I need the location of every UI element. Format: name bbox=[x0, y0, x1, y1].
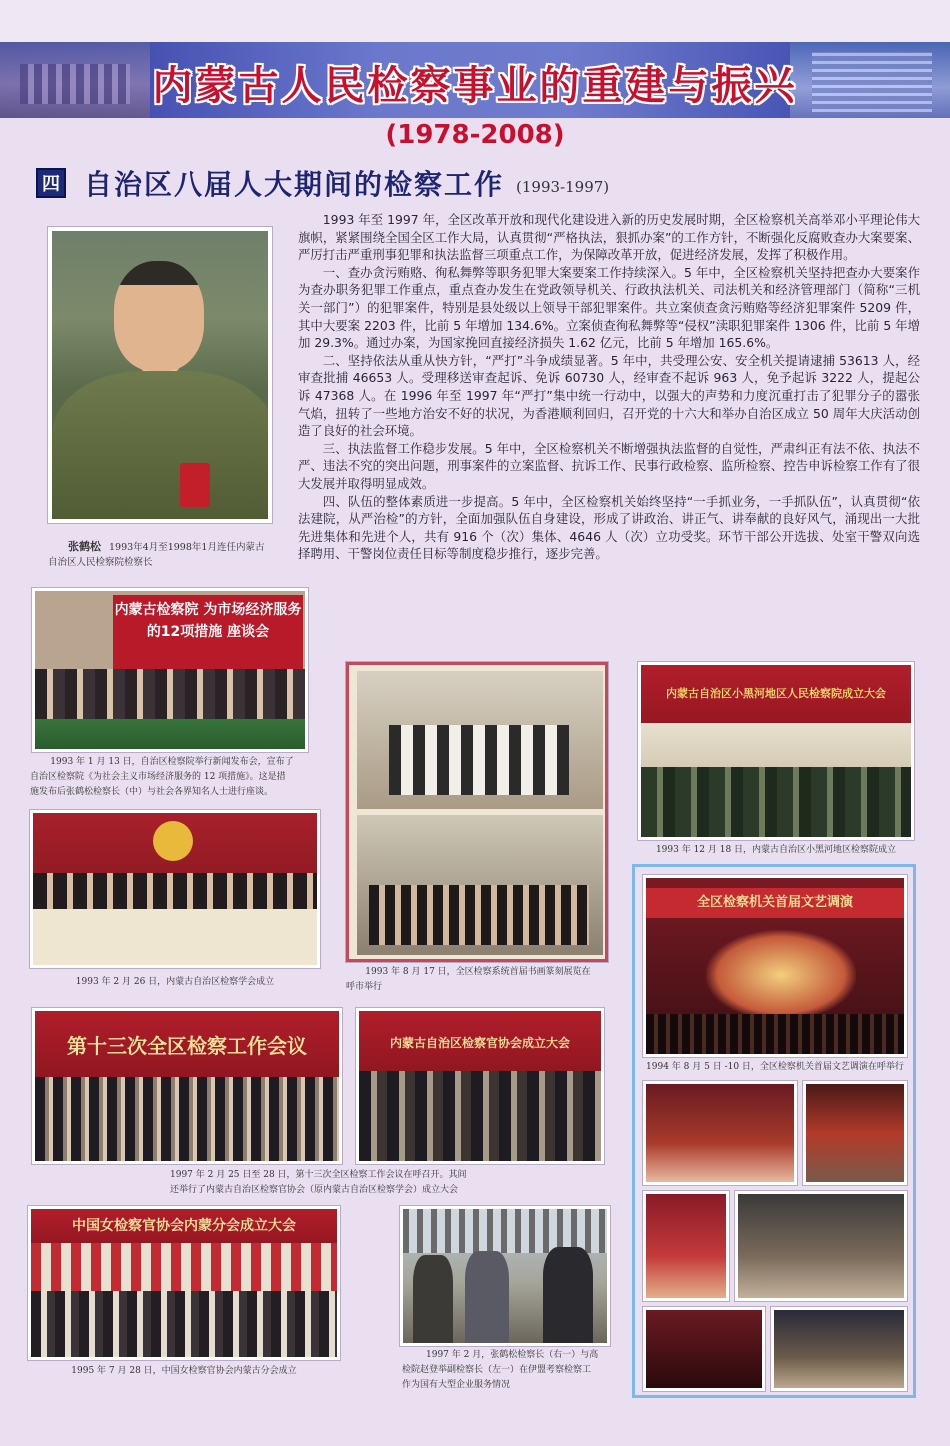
photo-caption: 1993 年 8 月 17 日，全区检察系统首届书画篆刻展览在 呼市举行 bbox=[346, 967, 591, 992]
photo-caption: 1997 年 2 月，张鹤松检察长（右一）与高 检院赵登举副检察长（左一）在伊盟考察检察工 作为国有大型企业服务情况 bbox=[402, 1350, 599, 1390]
portrait-photo bbox=[48, 227, 272, 523]
section-number: 四 bbox=[36, 168, 66, 198]
paragraph: 1993 年至 1997 年，全区改革开放和现代化建设进入新的历史发展时期，全区检察机关高举邓小平理论伟大旗帜，紧紧围绕全国全区工作大局，认真贯彻“严格执法，狠抓办案”的工作方针，不断强化反腐败查办大案要案、严厉打击严重刑事犯罪和执法监督三项重点工作，为保障改革开放，促进经济发展，发挥了积极作用。 bbox=[298, 212, 920, 263]
photo-caption: 1993 年 1 月 13 日，自治区检察院举行新闻发布会，宣布了 自治区检察院《为社会主义市场经济服务的 12 项措施》。这是措 施发布后张鹤松检察长（中）与社会各界知名人士进行座谈。 bbox=[30, 757, 294, 797]
photo-caption: 1993 年 12 月 18 日，内蒙古自治区小黑河地区检察院成立 bbox=[655, 845, 897, 855]
body-text bbox=[298, 211, 920, 563]
photo-caption: 1997 年 2 月 25 日至 28 日，第十三次全区检察工作会议在呼召开。其间 还举行了内蒙古自治区检察官协会（原内蒙古自治区检察学会）成立大会 bbox=[170, 1170, 467, 1195]
photo-arts-4 bbox=[643, 1191, 729, 1301]
photo-arts-6 bbox=[643, 1307, 765, 1391]
photo-caption: 1993 年 2 月 26 日，内蒙古自治区检察学会成立 bbox=[75, 977, 275, 987]
paragraph: 三、执法监督工作稳步发展。5 年中，全区检察机关不断增强执法监督的自觉性，严肃纠正有法不依、执法不严、违法不究的突出问题，刑事案件的立案监督、抗诉工作、民事行政检察、监所检察、控告申诉检察工作有了很大发展并取得明显成效。 bbox=[298, 440, 920, 491]
arts-performance-frame bbox=[632, 864, 916, 1398]
portrait-name: 张鹤松 bbox=[68, 540, 101, 553]
photo-arts-stage: 全区检察机关首届文艺调演 bbox=[643, 875, 907, 1057]
photo-work-conference: 第十三次全区检察工作会议 bbox=[32, 1008, 342, 1164]
section-heading bbox=[36, 163, 609, 203]
photo-prosecutors-association: 内蒙古自治区检察官协会成立大会 bbox=[356, 1008, 604, 1164]
photo-arts-7 bbox=[771, 1307, 907, 1391]
photo-arts-2 bbox=[643, 1081, 797, 1185]
section-range: (1993-1997) bbox=[516, 178, 610, 196]
photo-arts-5 bbox=[735, 1191, 907, 1301]
photo-women-prosecutors: 中国女检察官协会内蒙分会成立大会 bbox=[28, 1206, 340, 1360]
section-title: 自治区八届人大期间的检察工作 bbox=[84, 168, 505, 201]
photo-symposium bbox=[32, 588, 308, 752]
page-title: 内蒙古人民检察事业的重建与振兴 bbox=[152, 63, 798, 109]
photo-caption: 1995 年 7 月 28 日，中国女检察官协会内蒙古分会成立 bbox=[71, 1366, 297, 1376]
paragraph: 四、队伍的整体素质进一步提高。5 年中，全区检察机关始终坚持“一手抓业务，一手抓队伍”，认真贯彻“依法建院，从严治检”的方针，全面加强队伍自身建设，形成了讲政治、讲正气、讲奉献的良好风气，涌现出一大批先进集体和先进个人，共有 916 个（次）集体、4646 人（次）立功受奖。环节干部公开选拔、处室干警双向选择聘用、干警岗位责任目标等制度稳步推行，逐步完善。 bbox=[298, 493, 920, 562]
footer-strip bbox=[0, 1404, 950, 1446]
paragraph: 二、坚持依法从重从快方针，“严打”斗争成绩显著。5 年中，共受理公安、安全机关提请逮捕 53613 人，经审查批捕 46653 人。受理移送审查起诉、免诉 60730 人，经审查不起诉 963 人，免予起诉 3222 人，提起公诉 47368 人。在 1996 年至 1997 年“严打”集中统一行动中，以强大的声势和力度沉重打击了犯罪分子的嚣张气焰，扭转了一些地方治安不好的状况，为香港顺利回归，召开党的十六大和举办自治区成立 50 周年大庆活动创造了良好的社会环境。 bbox=[298, 352, 920, 439]
header-banner bbox=[0, 42, 950, 118]
photo-banner-text: 内蒙古检察院 为市场经济服务的12项措施 座谈会 bbox=[113, 595, 303, 687]
photo-exhibition bbox=[346, 662, 608, 962]
top-stripe bbox=[0, 0, 950, 42]
portrait-caption: 张鹤松 1993年4月至1998年1月连任内蒙古 自治区人民检察院检察长 bbox=[48, 540, 265, 568]
year-range: (1978-2008) bbox=[385, 120, 565, 150]
photo-xiaoheihe: 内蒙古自治区小黑河地区人民检察院成立大会 bbox=[638, 662, 914, 840]
photo-caption: 1994 年 8 月 5 日 -10 日，全区检察机关首届文艺调演在呼举行 bbox=[646, 1062, 904, 1072]
photo-academy bbox=[30, 810, 320, 968]
photo-inspection bbox=[400, 1206, 610, 1346]
paragraph: 一、查办贪污贿赂、徇私舞弊等职务犯罪大案要案工作持续深入。5 年中，全区检察机关坚持把查办大要案作为查办职务犯罪工作重点，重点查办发生在党政领导机关、行政执法机关、司法机关和经济管理部门（简称“三机关一部门”）的犯罪案件，特别是县处级以上领导干部犯罪案件。共立案侦查贪污贿赂等经济犯罪案件 5209 件，其中大要案 2203 件，比前 5 年增加 134.6%。立案侦查徇私舞弊等“侵权”渎职犯罪案件 1306 件，比前 5 年增加 29.3%。通过办案，为国家挽回直接经济损失 1.62 亿元，比前 5 年增加 165.6%。 bbox=[298, 264, 920, 351]
photo-arts-3 bbox=[803, 1081, 907, 1185]
